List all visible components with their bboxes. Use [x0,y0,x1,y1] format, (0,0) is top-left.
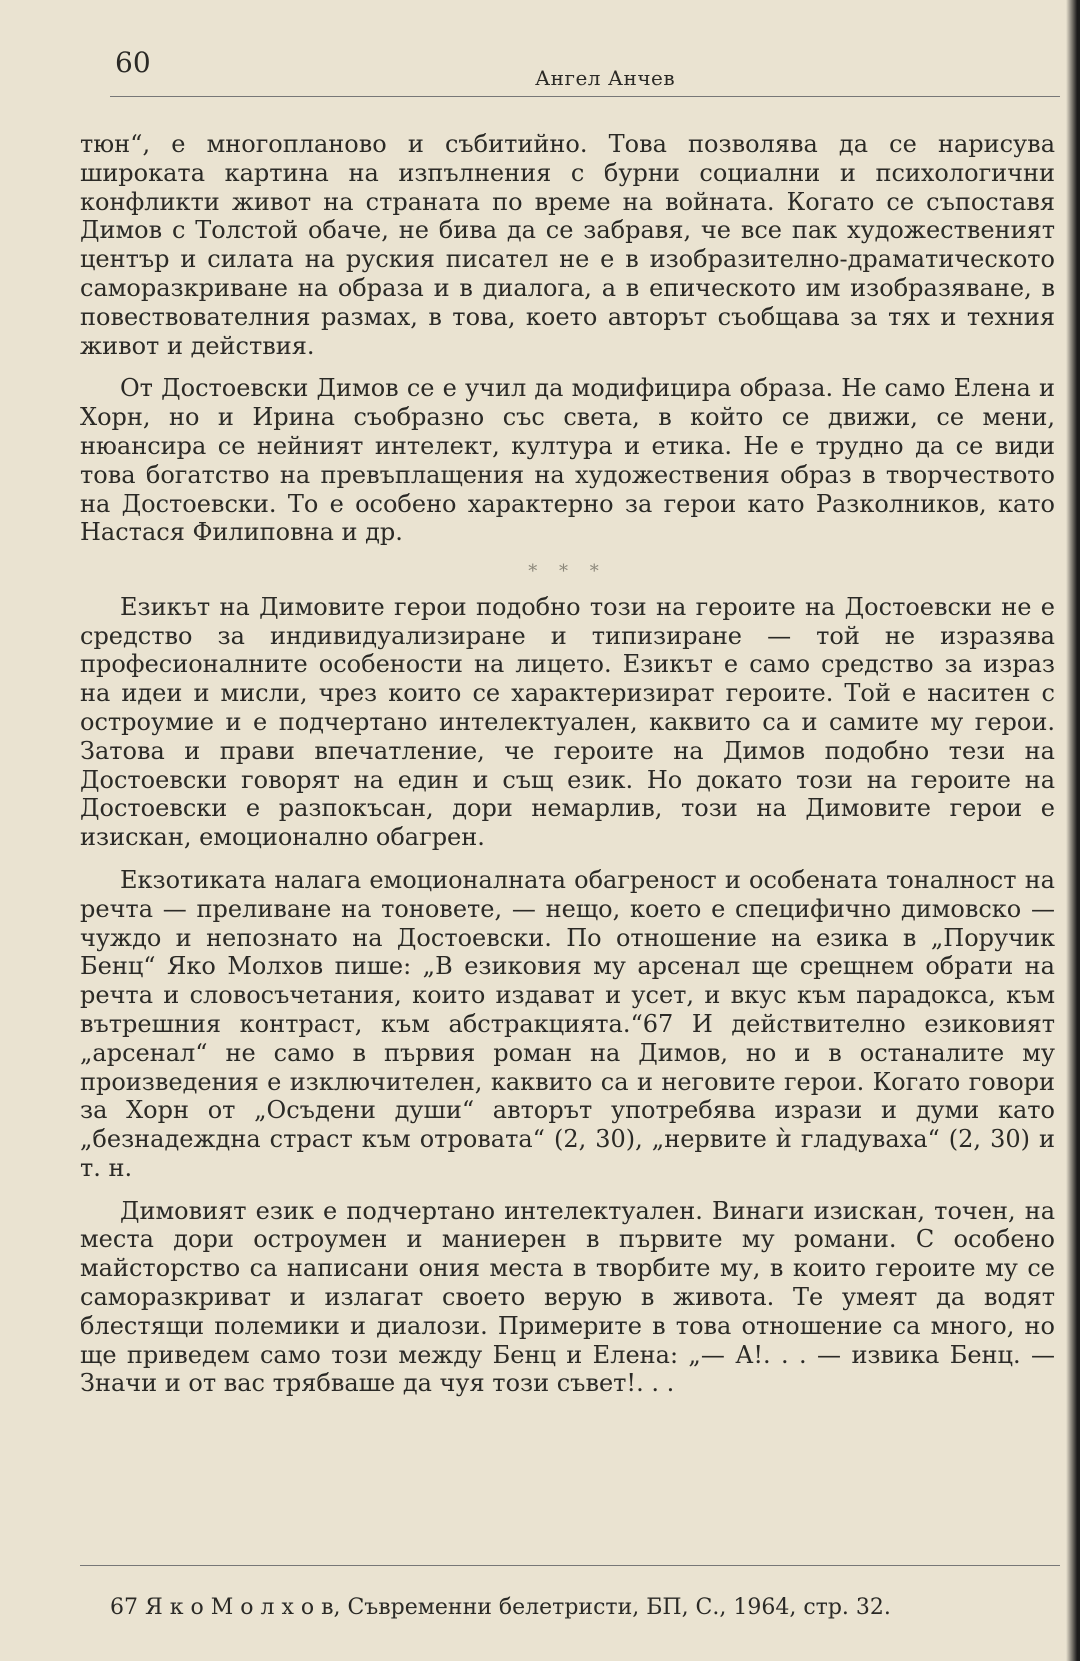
paragraph-4: Екзотиката налага емоционалната обагреност и особената тоналност на речта — преливане на тоновете, — нещо, което е специфично димовско — чуждо и непознато на Достоевски. По отношение на езика в „Поручик Бенц“ Яко Молхов пише: „В езиковия му арсенал ще срещнем обрати на речта и словосъчетания, които издават и усет, и вкус към парадокса, към вътрешния контраст, към абстракцията.“67 И действително езиковият „арсенал“ не само в първия роман на Димов, но и в останалите му произведения е изключителен, каквито са и неговите герои. Когато говори за Хорн от „Осъдени души“ авторът употребява изрази и думи като „безнадеждна страст към отровата“ (2, 30), „нервите ѝ гладуваха“ (2, 30) и т. н. [80,865,1055,1182]
body-text [80,130,1055,1412]
paragraph-2: От Достоевски Димов се е учил да модифицира образа. Не само Елена и Хорн, но и Ирина съобразно със света, в който се движи, се мени, нюансира се нейният интелект, култура и етика. Не е трудно да се види това богатство на превъплащения на художествения образ в творчеството на Достоевски. То е особено характерно за герои като Разколников, като Настася Филиповна и др. [80,374,1055,547]
footnote: 67 Я к о М о л х о в, Съвременни белетристи, БП, С., 1964, стр. 32. [110,1595,891,1620]
footnote-rule [80,1565,1060,1566]
section-separator: * * * [528,561,607,583]
paragraph-3: Езикът на Димовите герои подобно този на героите на Достоевски не е средство за индивидуализиране и типизиране — той не изразява професионалните особености на лицето. Езикът е само средство за израз на идеи и мисли, чрез които се характеризират героите. Той е наситен с остроумие и е подчертано интелектуален, каквито са и самите му герои. Затова и прави впечатление, че героите на Димов подобно тези на Достоевски говорят на един и същ език. Но докато този на героите на Достоевски е разпокъсан, дори немарлив, този на Димовите герои е изискан, емоционално обагрен. [80,592,1055,852]
page-number: 60 [115,46,151,79]
paragraph-5: Димовият език е подчертано интелектуален. Винаги изискан, точен, на места дори остроумен и маниерен в първите му романи. С особено майсторство са написани ония места в творбите му, в които героите му се саморазкриват и излагат своето верую в живота. Те умеят да водят блестящи полемики и диалози. Примерите в това отношение са много, но ще приведем само този между Бенц и Елена: „— А!. . . — извика Бенц. — Значи и от вас трябваше да чуя този съвет!. . . [80,1196,1055,1398]
running-head: Ангел Анчев [535,66,676,90]
header-rule [110,96,1060,97]
page-edge-shadow [1066,0,1080,1661]
paragraph-1: тюн“, е многопланово и събитийно. Това позволява да се нарисува широката картина на изпълнения с бурни социални и психологични конфликти живот на страната по време на войната. Когато се съпоставя Димов с Толстой обаче, не бива да се забравя, че все пак художественият център и силата на руския писател не е в изобразително-драматическото саморазкриване на образа и в диалога, а в епическото им изобразяване, в повествователния размах, в това, което авторът съобщава за тях и техния живот и действия. [80,130,1055,360]
